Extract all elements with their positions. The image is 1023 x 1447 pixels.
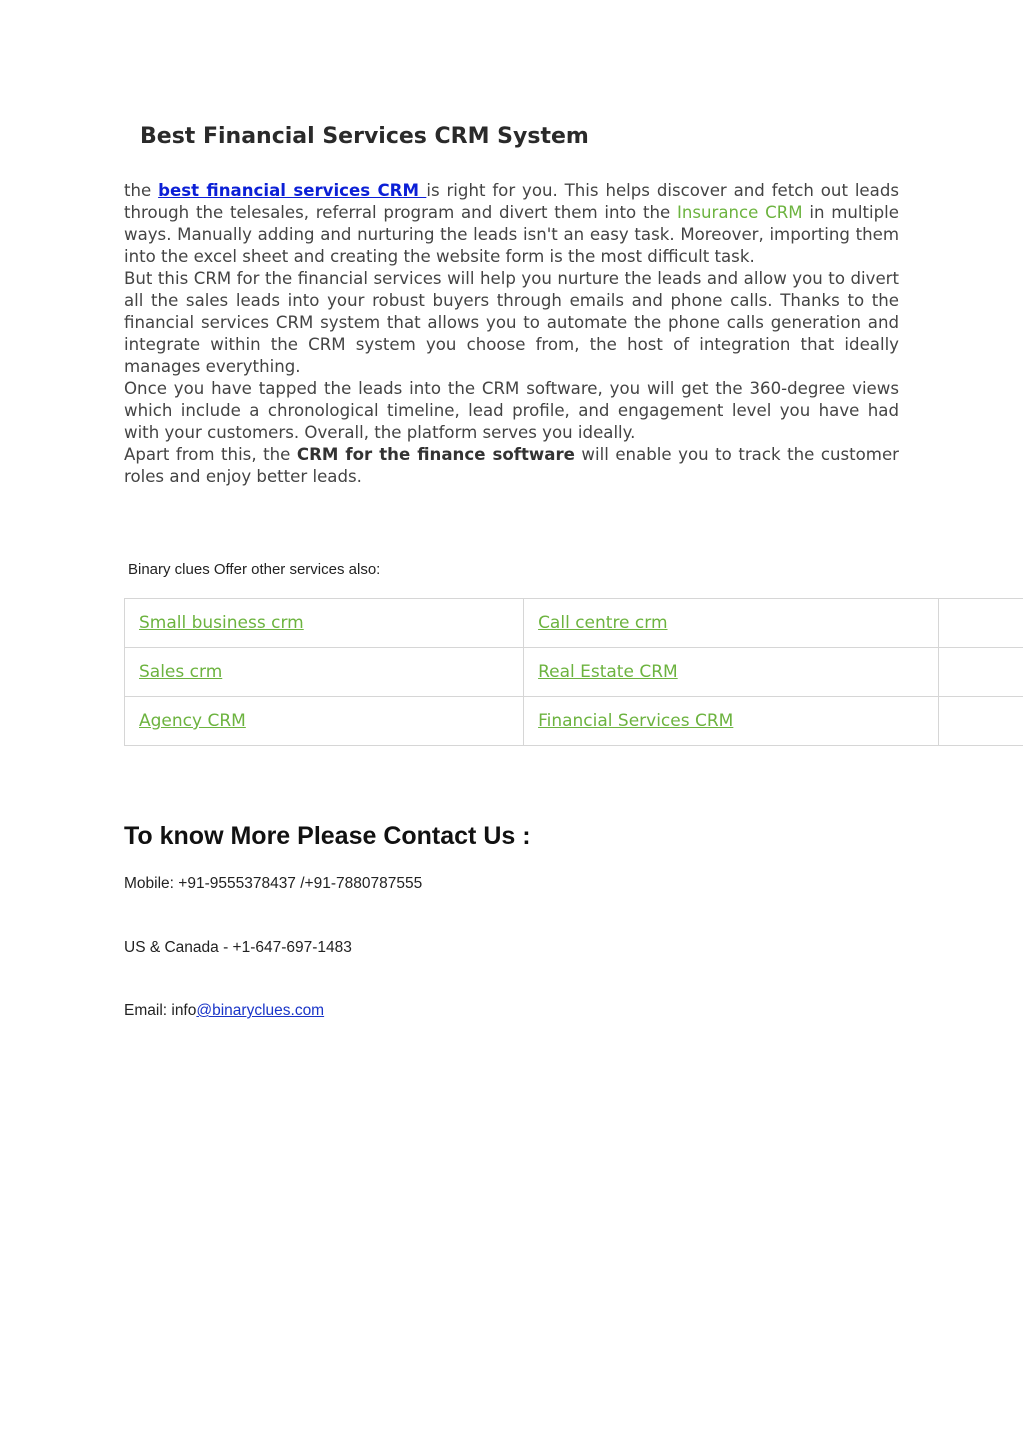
- table-row: [125, 648, 1023, 697]
- track-rest-text: will enable you to track the customer roles and enjoy better leads.: [124, 445, 899, 486]
- table-cell: [524, 648, 939, 697]
- table-cell-empty: [939, 648, 1023, 697]
- small-business-crm-link[interactable]: Small business crm: [139, 613, 304, 633]
- intro-rest-text: in multiple ways. Manually adding and nurturing the leads isn't an easy task. Moreover, importing them into the excel sheet and creating the website form is the most difficult task.: [124, 203, 899, 266]
- table-cell: [125, 697, 524, 746]
- page-title: Best Financial Services CRM System: [140, 124, 589, 149]
- us-canada-number: US & Canada - +1-647-697-1483: [124, 939, 352, 956]
- insurance-crm-link[interactable]: Insurance CRM: [676, 203, 803, 222]
- intro-mid-text: is right for you. This helps discover and fetch out leads through the telesales, referral program and divert them into the: [124, 181, 899, 222]
- email-line: [124, 1002, 324, 1020]
- table-cell: [125, 648, 524, 697]
- table-cell-empty: [939, 599, 1023, 648]
- mobile-numbers: Mobile: +91-9555378437 /+91-7880787555: [124, 875, 423, 892]
- financial-services-crm-link[interactable]: Financial Services CRM: [538, 711, 734, 731]
- table-cell: [524, 697, 939, 746]
- table-cell: [125, 599, 524, 648]
- services-table: [124, 598, 1023, 746]
- table-row: [125, 697, 1023, 746]
- table-cell: [524, 599, 939, 648]
- email-link[interactable]: @binaryclues.com: [196, 1002, 325, 1019]
- paragraph-intro: [124, 180, 899, 268]
- track-lead-text: Apart from this, the: [124, 445, 297, 464]
- paragraph-track: [124, 444, 899, 488]
- intro-lead-text: the: [124, 181, 159, 200]
- contact-heading: To know More Please Contact Us :: [124, 822, 531, 850]
- services-label: Binary clues Offer other services also:: [128, 561, 381, 578]
- real-estate-crm-link[interactable]: Real Estate CRM: [538, 662, 678, 682]
- paragraph-nurture: But this CRM for the financial services will help you nurture the leads and allow you to divert all the sales leads into your robust buyers through emails and phone calls. Thanks to the financial services CRM system that allows you to automate the phone calls generation and integrate within the CRM system you choose from, the host of integration that ideally manages everything.: [124, 269, 899, 376]
- call-centre-crm-link[interactable]: Call centre crm: [538, 613, 668, 633]
- table-cell-empty: [939, 697, 1023, 746]
- email-prefix: Email: info: [124, 1002, 197, 1019]
- article-body: [124, 180, 899, 488]
- table-row: [125, 599, 1023, 648]
- paragraph-360-views: Once you have tapped the leads into the CRM software, you will get the 360-degree views which include a chronological timeline, lead profile, and engagement level you have had with your customers. Overall, the platform serves you ideally.: [124, 379, 899, 442]
- agency-crm-link[interactable]: Agency CRM: [139, 711, 246, 731]
- sales-crm-link[interactable]: Sales crm: [139, 662, 223, 682]
- best-financial-services-crm-link[interactable]: best financial services CRM: [158, 181, 427, 200]
- crm-finance-software-bold: CRM for the finance software: [296, 445, 575, 464]
